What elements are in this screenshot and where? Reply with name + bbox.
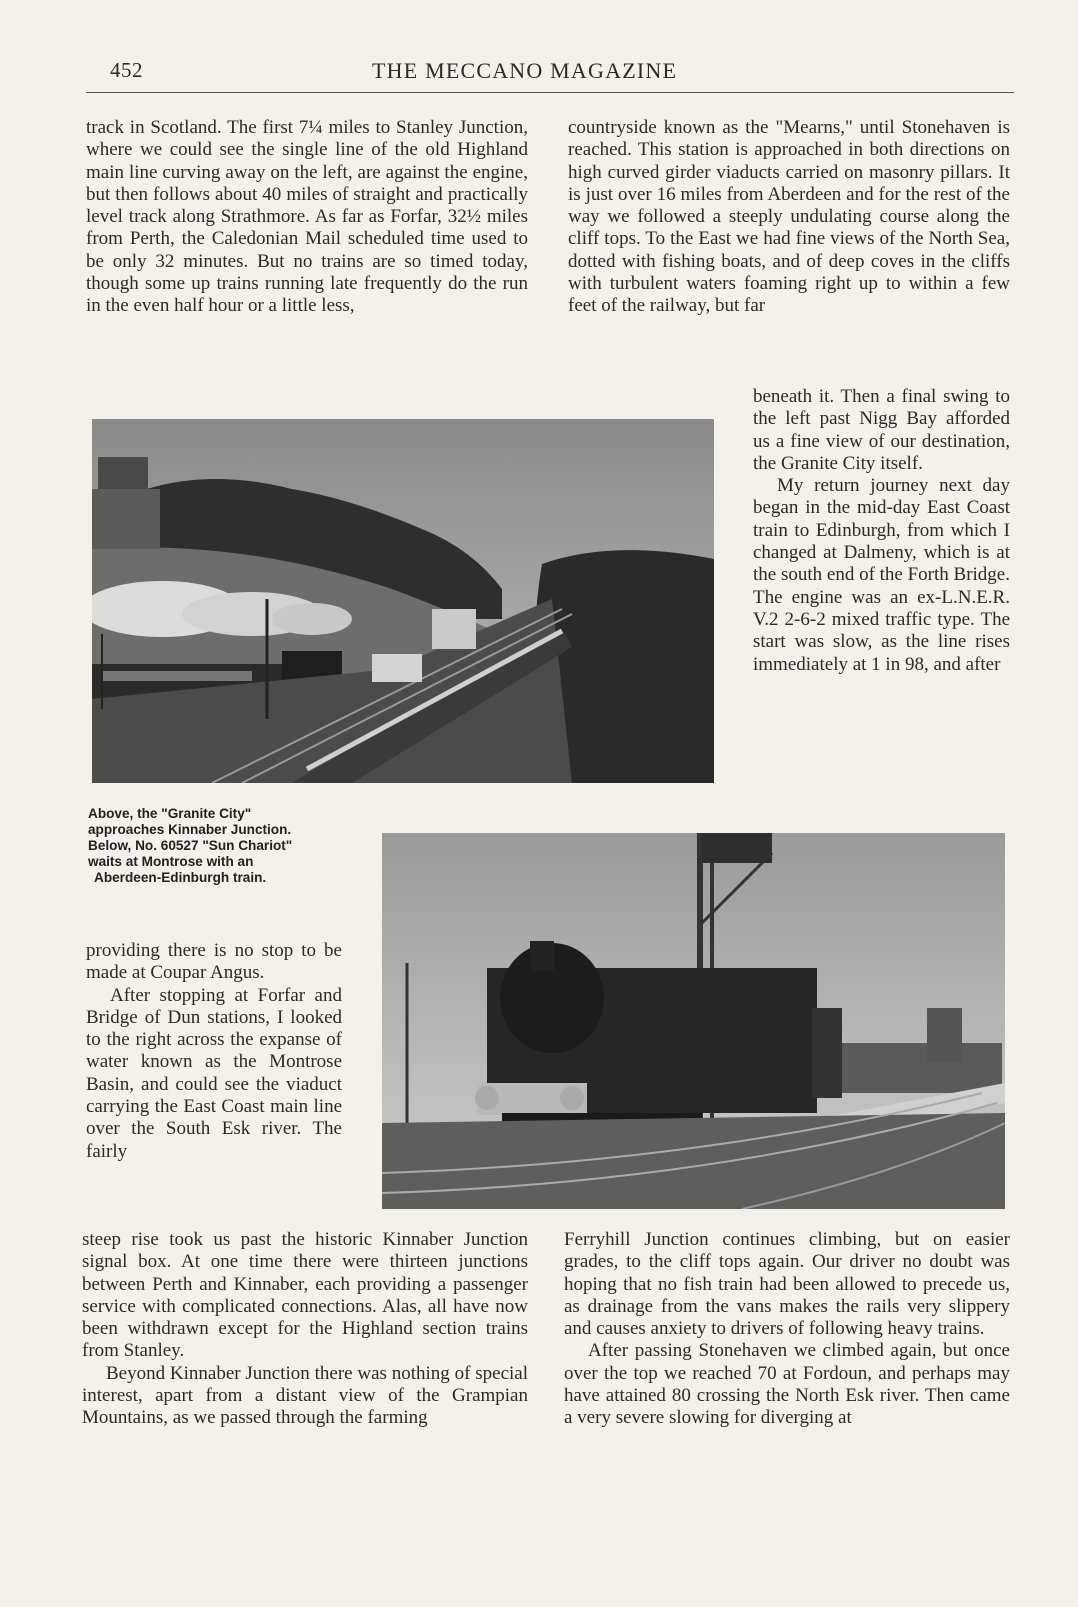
paragraph: providing there is no stop to be made at Coupar Angus. xyxy=(86,940,342,984)
photo-caption xyxy=(88,806,344,886)
caption-line: Aberdeen-Edinburgh train. xyxy=(94,870,267,885)
paragraph: beneath it. Then a final swing to the left past Nigg Bay afforded us a fine view of our destination, the Granite City itself. xyxy=(753,386,1010,474)
paragraph: Ferryhill Junction continues climbing, but on easier grades, to the cliff tops again. Our driver no doubt was hoping that no fish train had been allowed to precede us, as drainage from the vans makes the rails very slippery and causes anxiety to drivers of following heavy trains. xyxy=(564,1229,1010,1340)
column-1-narrow-text xyxy=(86,940,342,1163)
paragraph: After passing Stonehaven we climbed again, but once over the top we reached 70 at Fordoun, and perhaps may have attained 80 crossing the North Esk river. Then came a very severe slowing for diverging at xyxy=(564,1340,1010,1429)
paragraph: steep rise took us past the historic Kinnaber Junction signal box. At one time there were thirteen junctions between Perth and Kinnaber, each providing a passenger service with complicated connections. Alas, all have now been withdrawn except for the Highland section trains from Stanley. xyxy=(82,1229,528,1362)
photo-sun-chariot-montrose xyxy=(382,833,1005,1209)
column-1-bottom xyxy=(82,1229,528,1430)
caption-line: approaches Kinnaber Junction. xyxy=(88,822,292,837)
photo-granite-city-kinnaber-junction xyxy=(92,419,714,783)
caption-line: Above, the "Granite City" xyxy=(88,806,252,821)
column-2-narrow-text xyxy=(753,386,1010,676)
caption-line: waits at Montrose with an xyxy=(88,854,254,869)
magazine-title: THE MECCANO MAGAZINE xyxy=(372,58,678,83)
page-number: 452 xyxy=(110,58,143,82)
caption-line: Below, No. 60527 "Sun Chariot" xyxy=(88,838,293,853)
header-rule xyxy=(86,92,1014,93)
paragraph: After stopping at Forfar and Bridge of Dun stations, I looked to the right across the expanse of water known as the Montrose Basin, and could see the viaduct carrying the East Coast main line over the South Esk river. The fairly xyxy=(86,984,342,1162)
column-2-top xyxy=(568,117,1010,318)
column-2-bottom xyxy=(564,1229,1010,1430)
paragraph: My return journey next day began in the mid-day East Coast train to Edinburgh, from which I changed at Dalmeny, which is at the south end of the Forth Bridge. The engine was an ex-L.N.E.R. V.2 2-6-2 mixed traffic type. The start was slow, as the line rises immediately at 1 in 98, and after xyxy=(753,475,1010,675)
paragraph: track in Scotland. The first 7¼ miles to Stanley Junction, where we could see the single line of the old Highland main line curving away on the left, are against the engine, but then follows about 40 miles of straight and practically level track along Strathmore. As far as Forfar, 32½ miles from Perth, the Caledonian Mail scheduled time used to be only 32 minutes. But no trains are so timed today, though some up trains running late frequently do the run in the even half hour or a little less, xyxy=(86,117,528,317)
paragraph: countryside known as the "Mearns," until Stonehaven is reached. This station is approached in both directions on high curved girder viaducts carried on masonry pillars. It is just over 16 miles from Aberdeen and for the rest of the way we followed a steeply undulating course along the cliff tops. To the East we had fine views of the North Sea, dotted with fishing boats, and of deep coves in the cliffs with turbulent waters foaming right up to within a few feet of the railway, but far xyxy=(568,117,1010,317)
column-1-top xyxy=(86,117,528,318)
paragraph: Beyond Kinnaber Junction there was nothing of special interest, apart from a distant view of the Grampian Mountains, as we passed through the farming xyxy=(82,1362,528,1429)
